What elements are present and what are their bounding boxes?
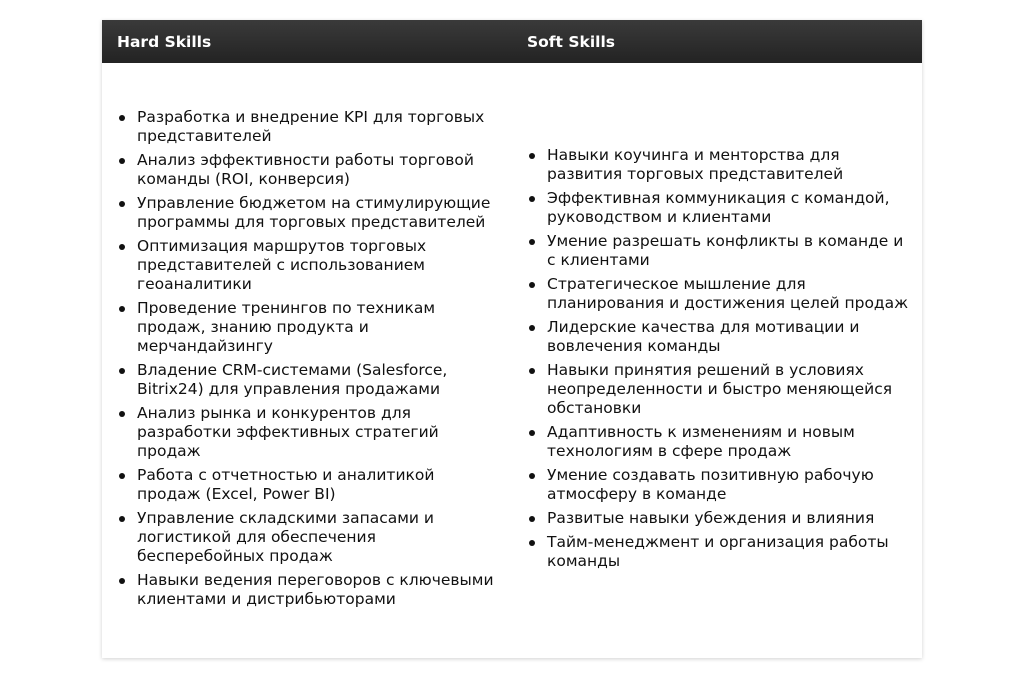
list-item: Лидерские качества для мотивации и вовлечения команды	[527, 318, 912, 356]
soft-skills-list	[527, 146, 912, 576]
list-item: Развитые навыки убеждения и влияния	[527, 509, 912, 528]
skills-table	[102, 20, 922, 658]
list-item: Разработка и внедрение KPI для торговых представителей	[117, 108, 502, 146]
list-item: Навыки принятия решений в условиях неопределенности и быстро меняющейся обстановки	[527, 361, 912, 418]
table-body	[102, 63, 922, 658]
hard-skills-column	[102, 63, 512, 658]
list-item: Проведение тренингов по техникам продаж, знанию продукта и мерчандайзингу	[117, 299, 502, 356]
list-item: Эффективная коммуникация с командой, руководством и клиентами	[527, 189, 912, 227]
list-item: Анализ рынка и конкурентов для разработки эффективных стратегий продаж	[117, 404, 502, 461]
list-item: Стратегическое мышление для планирования и достижения целей продаж	[527, 275, 912, 313]
list-item: Оптимизация маршрутов торговых представителей с использованием геоаналитики	[117, 237, 502, 294]
list-item: Анализ эффективности работы торговой команды (ROI, конверсия)	[117, 151, 502, 189]
list-item: Управление бюджетом на стимулирующие программы для торговых представителей	[117, 194, 502, 232]
list-item: Тайм-менеджмент и организация работы команды	[527, 533, 912, 571]
list-item: Навыки коучинга и менторства для развития торговых представителей	[527, 146, 912, 184]
table-header	[102, 20, 922, 63]
soft-skills-header: Soft Skills	[527, 32, 615, 51]
list-item: Адаптивность к изменениям и новым технологиям в сфере продаж	[527, 423, 912, 461]
list-item: Умение создавать позитивную рабочую атмосферу в команде	[527, 466, 912, 504]
hard-skills-header: Hard Skills	[117, 32, 212, 51]
hard-skills-list	[117, 108, 502, 614]
list-item: Навыки ведения переговоров с ключевыми клиентами и дистрибьюторами	[117, 571, 502, 609]
list-item: Умение разрешать конфликты в команде и с клиентами	[527, 232, 912, 270]
list-item: Работа с отчетностью и аналитикой продаж (Excel, Power BI)	[117, 466, 502, 504]
list-item: Владение CRM-системами (Salesforce, Bitrix24) для управления продажами	[117, 361, 502, 399]
soft-skills-column	[512, 63, 922, 658]
list-item: Управление складскими запасами и логистикой для обеспечения бесперебойных продаж	[117, 509, 502, 566]
